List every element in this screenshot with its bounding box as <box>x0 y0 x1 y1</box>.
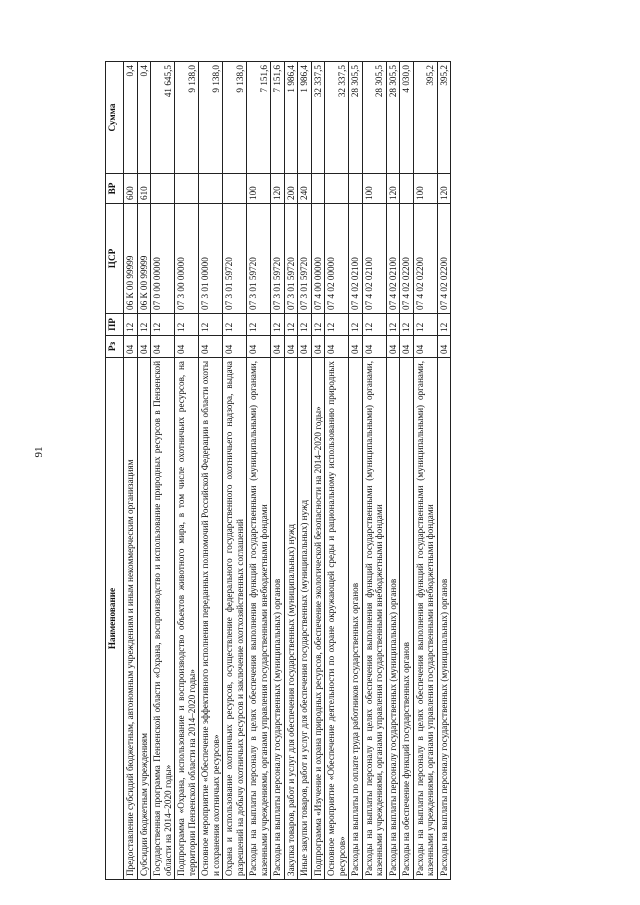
cell-csr: 07 3 01 59720 <box>298 204 312 314</box>
cell-rz: 04 <box>325 336 349 358</box>
header-sum: Сумма <box>106 62 124 174</box>
cell-csr: 07 4 02 02100 <box>349 204 363 314</box>
cell-vr <box>325 174 349 204</box>
table-row <box>386 62 400 880</box>
cell-sum: 28 305,5 <box>386 62 400 174</box>
cell-name: Охрана и использование охотничьих ресурсов, осуществление федерального государственного охотничьего надзора, выдача разрешений на добычу охотничьих ресурсов и заключение охотхозяйственных соглашений <box>223 358 247 880</box>
cell-sum: 7 151,6 <box>271 62 285 174</box>
cell-vr: 120 <box>437 174 451 204</box>
cell-vr: 610 <box>137 174 151 204</box>
cell-csr: 07 0 00 00000 <box>151 204 175 314</box>
cell-name: Подпрограмма «Охрана, использование и воспроизводство объектов животного мира, в том числе охотничьих ресурсов, на территории Пензенской области на 2014–2020 годы» <box>175 358 199 880</box>
cell-vr: 240 <box>298 174 312 204</box>
cell-vr <box>175 174 199 204</box>
table-row <box>124 62 138 880</box>
cell-rz: 04 <box>311 336 325 358</box>
cell-rz: 04 <box>349 336 363 358</box>
cell-rz: 04 <box>298 336 312 358</box>
cell-pr: 12 <box>137 314 151 336</box>
cell-vr <box>151 174 175 204</box>
cell-rz: 04 <box>175 336 199 358</box>
cell-name: Государственная программа Пензенской области «Охрана, воспроизводство и использование природных ресурсов в Пензенской области на 2014–2020 годы» <box>151 358 175 880</box>
cell-vr: 120 <box>271 174 285 204</box>
table-row <box>151 62 175 880</box>
cell-sum: 9 138,0 <box>199 62 223 174</box>
cell-name: Иные закупки товаров, работ и услуг для обеспечения государственных (муниципальных) нужд <box>298 358 312 880</box>
table-row <box>362 62 386 880</box>
cell-pr: 12 <box>223 314 247 336</box>
cell-rz: 04 <box>124 336 138 358</box>
cell-sum: 28 305,5 <box>362 62 386 174</box>
cell-vr <box>311 174 325 204</box>
budget-table <box>105 61 451 880</box>
cell-pr: 12 <box>199 314 223 336</box>
cell-csr: 07 4 02 00000 <box>325 204 349 314</box>
cell-sum: 0,4 <box>124 62 138 174</box>
cell-csr: 07 3 00 00000 <box>175 204 199 314</box>
cell-rz: 04 <box>400 336 414 358</box>
cell-name: Основное мероприятие «Обеспечение деятельности по охране окружающей среды и рациональному использованию природных ресурсов» <box>325 358 349 880</box>
cell-pr: 12 <box>325 314 349 336</box>
cell-csr: 07 4 02 02100 <box>362 204 386 314</box>
cell-vr: 200 <box>284 174 298 204</box>
cell-vr: 120 <box>386 174 400 204</box>
cell-csr: 07 4 00 00000 <box>311 204 325 314</box>
cell-pr: 12 <box>151 314 175 336</box>
table-row <box>247 62 271 880</box>
table-row <box>284 62 298 880</box>
cell-vr <box>223 174 247 204</box>
table-row <box>325 62 349 880</box>
cell-rz: 04 <box>271 336 285 358</box>
table-header <box>106 62 124 880</box>
cell-pr: 12 <box>175 314 199 336</box>
table-row <box>437 62 451 880</box>
table-row <box>175 62 199 880</box>
header-name: Наименование <box>106 358 124 880</box>
cell-pr: 12 <box>386 314 400 336</box>
cell-rz: 04 <box>151 336 175 358</box>
table-row <box>311 62 325 880</box>
table-row <box>298 62 312 880</box>
cell-csr: 07 3 01 59720 <box>247 204 271 314</box>
header-rz: Рз <box>106 336 124 358</box>
budget-table-container <box>105 62 575 880</box>
cell-csr: 07 4 02 02200 <box>413 204 437 314</box>
cell-sum: 32 337,5 <box>325 62 349 174</box>
cell-vr <box>349 174 363 204</box>
page-number: 91 <box>33 446 45 458</box>
cell-rz: 04 <box>437 336 451 358</box>
cell-pr: 12 <box>311 314 325 336</box>
cell-name: Расходы на выплаты персоналу в целях обеспечения выполнения функций государственными (муниципальными) органами, казенными учреждениями, органами управления государственными внебюджетными фондами <box>247 358 271 880</box>
cell-name: Расходы на выплаты персоналу в целях обеспечения выполнения функций государственными (муниципальными) органами, казенными учреждениями, органами управления государственными внебюджетными фондами <box>413 358 437 880</box>
cell-sum: 28 305,5 <box>349 62 363 174</box>
cell-vr <box>199 174 223 204</box>
cell-pr: 12 <box>271 314 285 336</box>
cell-sum: 7 151,6 <box>247 62 271 174</box>
cell-pr: 12 <box>362 314 386 336</box>
cell-vr <box>400 174 414 204</box>
cell-pr: 12 <box>349 314 363 336</box>
cell-name: Расходы на выплаты персоналу в целях обеспечения выполнения функций государственными (муниципальными) органами, казенными учреждениями, органами управления государственными внебюджетными фондами <box>362 358 386 880</box>
cell-vr: 100 <box>413 174 437 204</box>
cell-rz: 04 <box>413 336 437 358</box>
cell-name: Предоставление субсидий бюджетным, автономным учреждениям и иным некоммерческим организациям <box>124 358 138 880</box>
table-row <box>199 62 223 880</box>
cell-pr: 12 <box>437 314 451 336</box>
cell-sum: 32 337,5 <box>311 62 325 174</box>
cell-sum: 1 986,4 <box>284 62 298 174</box>
cell-name: Расходы на выплаты по оплате труда работников государственных органов <box>349 358 363 880</box>
cell-sum: 1 986,4 <box>298 62 312 174</box>
table-row <box>400 62 414 880</box>
cell-name: Расходы на выплаты персоналу государственных (муниципальных) органов <box>437 358 451 880</box>
cell-rz: 04 <box>223 336 247 358</box>
table-row <box>349 62 363 880</box>
cell-csr: 06 К 00 99999 <box>124 204 138 314</box>
cell-sum: 395,2 <box>413 62 437 174</box>
cell-rz: 04 <box>284 336 298 358</box>
header-vr: ВР <box>106 174 124 204</box>
cell-sum: 9 138,0 <box>223 62 247 174</box>
cell-name: Расходы на обеспечение функций государственных органов <box>400 358 414 880</box>
cell-name: Субсидии бюджетным учреждениям <box>137 358 151 880</box>
cell-csr: 07 4 02 02200 <box>437 204 451 314</box>
cell-sum: 9 138,0 <box>175 62 199 174</box>
cell-pr: 12 <box>298 314 312 336</box>
cell-sum: 41 645,5 <box>151 62 175 174</box>
cell-sum: 395,2 <box>437 62 451 174</box>
header-pr: ПР <box>106 314 124 336</box>
cell-sum: 4 030,0 <box>400 62 414 174</box>
header-csr: ЦСР <box>106 204 124 314</box>
cell-csr: 07 3 01 59720 <box>284 204 298 314</box>
cell-rz: 04 <box>199 336 223 358</box>
cell-rz: 04 <box>247 336 271 358</box>
cell-csr: 07 3 01 00000 <box>199 204 223 314</box>
table-row <box>223 62 247 880</box>
cell-name: Подпрограмма «Изучение и охрана природных ресурсов, обеспечение экологической безопасности на 2014–2020 годы» <box>311 358 325 880</box>
cell-pr: 12 <box>413 314 437 336</box>
cell-rz: 04 <box>362 336 386 358</box>
cell-name: Расходы на выплаты персоналу государственных (муниципальных) органов <box>386 358 400 880</box>
cell-pr: 12 <box>400 314 414 336</box>
cell-vr: 600 <box>124 174 138 204</box>
cell-sum: 0,4 <box>137 62 151 174</box>
cell-vr: 100 <box>247 174 271 204</box>
cell-pr: 12 <box>284 314 298 336</box>
table-row <box>137 62 151 880</box>
cell-pr: 12 <box>124 314 138 336</box>
table-row <box>271 62 285 880</box>
table-body <box>124 62 451 880</box>
cell-csr: 07 4 02 02100 <box>386 204 400 314</box>
cell-name: Основное мероприятие «Обеспечение эффективного исполнения переданных полномочий Российской Федерации в области охоты и сохранения охотничьих ресурсов» <box>199 358 223 880</box>
header-row <box>106 62 124 880</box>
cell-rz: 04 <box>137 336 151 358</box>
cell-name: Расходы на выплаты персоналу государственных (муниципальных) органов <box>271 358 285 880</box>
cell-csr: 07 4 02 02200 <box>400 204 414 314</box>
cell-name: Закупка товаров, работ и услуг для обеспечения государственных (муниципальных) нужд <box>284 358 298 880</box>
cell-rz: 04 <box>386 336 400 358</box>
cell-csr: 06 К 00 99999 <box>137 204 151 314</box>
cell-pr: 12 <box>247 314 271 336</box>
cell-csr: 07 3 01 59720 <box>271 204 285 314</box>
cell-csr: 07 3 01 59720 <box>223 204 247 314</box>
cell-vr: 100 <box>362 174 386 204</box>
table-row <box>413 62 437 880</box>
